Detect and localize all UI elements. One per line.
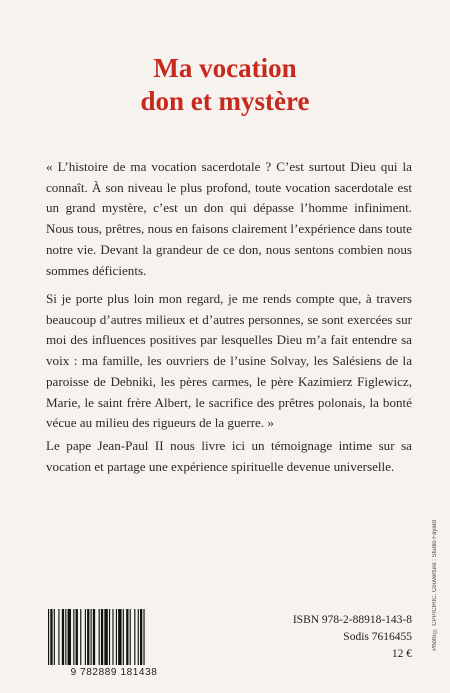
sodis-code: Sodis 7616455 bbox=[343, 631, 412, 643]
quote-paragraph-2: Si je porte plus loin mon regard, je me rends compte que, à travers beaucoup d’autres milieux et d’autres personnes, se sont exercées sur moi des influences positives par lesquelles Dieu m’a fait entendre sa voix : ma famille, les ouvriers de l’usine Solvay, les Salésiens de la paroisse de Debniki, les pères carmes, le père Kazimierz Figlewicz, Marie, le saint frère Albert, le sacrifice des prêtres polonais, la bonté vécue au milieu des rigueurs de la guerre. » bbox=[46, 291, 412, 431]
photo-credit: Photo © CPP/CIRIC. Couverture : Studio Fayard bbox=[432, 520, 438, 651]
isbn-block bbox=[293, 612, 412, 663]
barcode-bars bbox=[44, 607, 184, 669]
isbn-number: ISBN 978-2-88918-143-8 bbox=[292, 614, 412, 626]
summary-paragraph: Le pape Jean-Paul II nous livre ici un témoignage intime sur sa vocation et partage une expérience spirituelle devenue universelle. bbox=[46, 438, 412, 474]
book-title bbox=[0, 52, 450, 118]
title-line-2: don et mystère bbox=[140, 86, 310, 116]
quote-paragraph-1: « L’histoire de ma vocation sacerdotale ? C’est surtout Dieu qui la connaît. À son niveau le plus profond, toute vocation sacerdotale est un grand mystère, c’est un don qui dépasse l’homme infiniment. Nous tous, prêtres, nous en faisons clairement l’expérience dans toute notre vie. Devant la grandeur de ce don, nous sentons combien nous sommes déficients. bbox=[46, 159, 412, 278]
title-line-1: Ma vocation bbox=[153, 53, 297, 83]
barcode bbox=[44, 607, 184, 683]
barcode-digits: 9 782889 181438 bbox=[70, 667, 158, 678]
price: 12 € bbox=[391, 648, 412, 660]
